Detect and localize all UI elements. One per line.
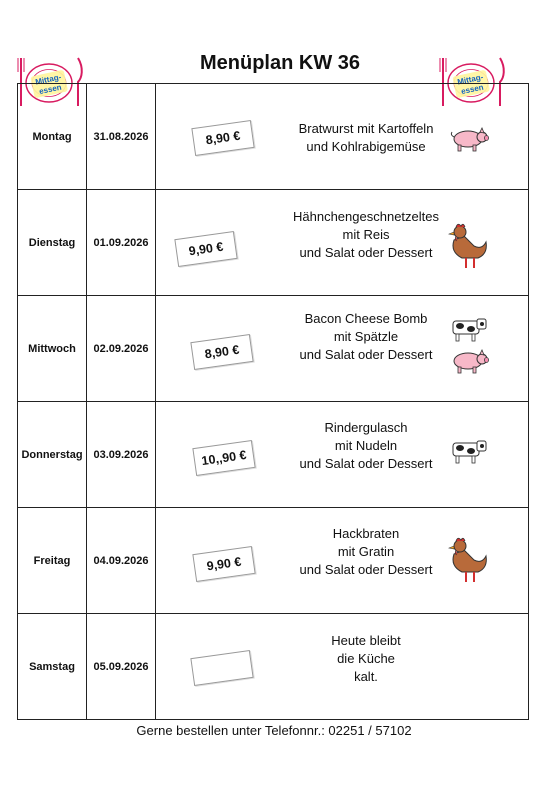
date-cell: 03.09.2026 [87, 402, 156, 508]
dish-line: mit Nudeln [334, 438, 398, 453]
dish-description [261, 419, 471, 473]
menu-cell [156, 296, 529, 402]
menu-cell [156, 84, 529, 190]
day-cell: Donnerstag [18, 402, 87, 508]
dish-line: und Salat oder Dessert [299, 347, 433, 362]
table-row [18, 190, 529, 296]
menu-cell [156, 190, 529, 296]
date-cell: 04.09.2026 [87, 508, 156, 614]
price-tag [190, 650, 253, 686]
dish-line: und Kohlrabigemüse [306, 139, 426, 154]
logo-text-line-2: essen [38, 82, 63, 97]
date-cell: 01.09.2026 [87, 190, 156, 296]
menu-cell [156, 402, 529, 508]
dish-line: Rindergulasch [324, 420, 408, 435]
price-tag: 9,90 € [192, 546, 255, 582]
dish-line: und Salat oder Dessert [299, 245, 433, 260]
day-cell: Freitag [18, 508, 87, 614]
dish-line: mit Spätzle [333, 329, 399, 344]
logo-text-line-1: Mittag- [456, 72, 485, 87]
dish-description [261, 632, 471, 686]
date-cell: 02.09.2026 [87, 296, 156, 402]
date-cell: 05.09.2026 [87, 614, 156, 720]
dish-line: mit Gratin [337, 544, 395, 559]
pig-icon [448, 126, 490, 152]
cow-icon [448, 438, 488, 464]
dish-line: die Küche [337, 651, 395, 666]
page-title: Menüplan KW 36 [199, 52, 360, 74]
price-tag: 8,90 € [191, 120, 254, 156]
dish-line: Bacon Cheese Bomb [304, 311, 428, 326]
logo-text-line-1: Mittag- [34, 72, 63, 87]
dish-line: Heute bleibt [331, 633, 401, 648]
order-phone-footer: Gerne bestellen unter Telefonnr.: 02251 / 57102 [136, 723, 412, 738]
cow-icon [448, 316, 488, 342]
dish-line: kalt. [354, 669, 378, 684]
dish-description [261, 120, 471, 156]
chicken-icon [448, 536, 492, 584]
table-row [18, 296, 529, 402]
chicken-icon [448, 222, 492, 270]
day-cell: Mittwoch [18, 296, 87, 402]
dish-description [261, 525, 471, 579]
dish-line: Hähnchengeschnetzeltes [293, 209, 439, 224]
table-row [18, 614, 529, 720]
dish-description [261, 208, 471, 262]
dish-line: und Salat oder Dessert [299, 562, 433, 577]
dish-line: mit Reis [342, 227, 390, 242]
logo-text-line-2: essen [460, 82, 485, 97]
dish-description [261, 310, 471, 364]
table-row [18, 84, 529, 190]
day-cell: Samstag [18, 614, 87, 720]
pig-icon [448, 348, 490, 374]
date-cell: 31.08.2026 [87, 84, 156, 190]
dish-line: und Salat oder Dessert [299, 456, 433, 471]
price-tag: 9,90 € [174, 231, 237, 267]
dish-line: Bratwurst mit Kartoffeln [298, 121, 434, 136]
price-tag: 8,90 € [190, 334, 253, 370]
day-cell: Montag [18, 84, 87, 190]
table-row [18, 402, 529, 508]
menu-cell [156, 614, 529, 720]
dish-line: Hackbraten [332, 526, 400, 541]
day-cell: Dienstag [18, 190, 87, 296]
menu-cell [156, 508, 529, 614]
price-tag: 10,,90 € [192, 440, 255, 476]
table-row [18, 508, 529, 614]
menu-table [17, 83, 529, 720]
